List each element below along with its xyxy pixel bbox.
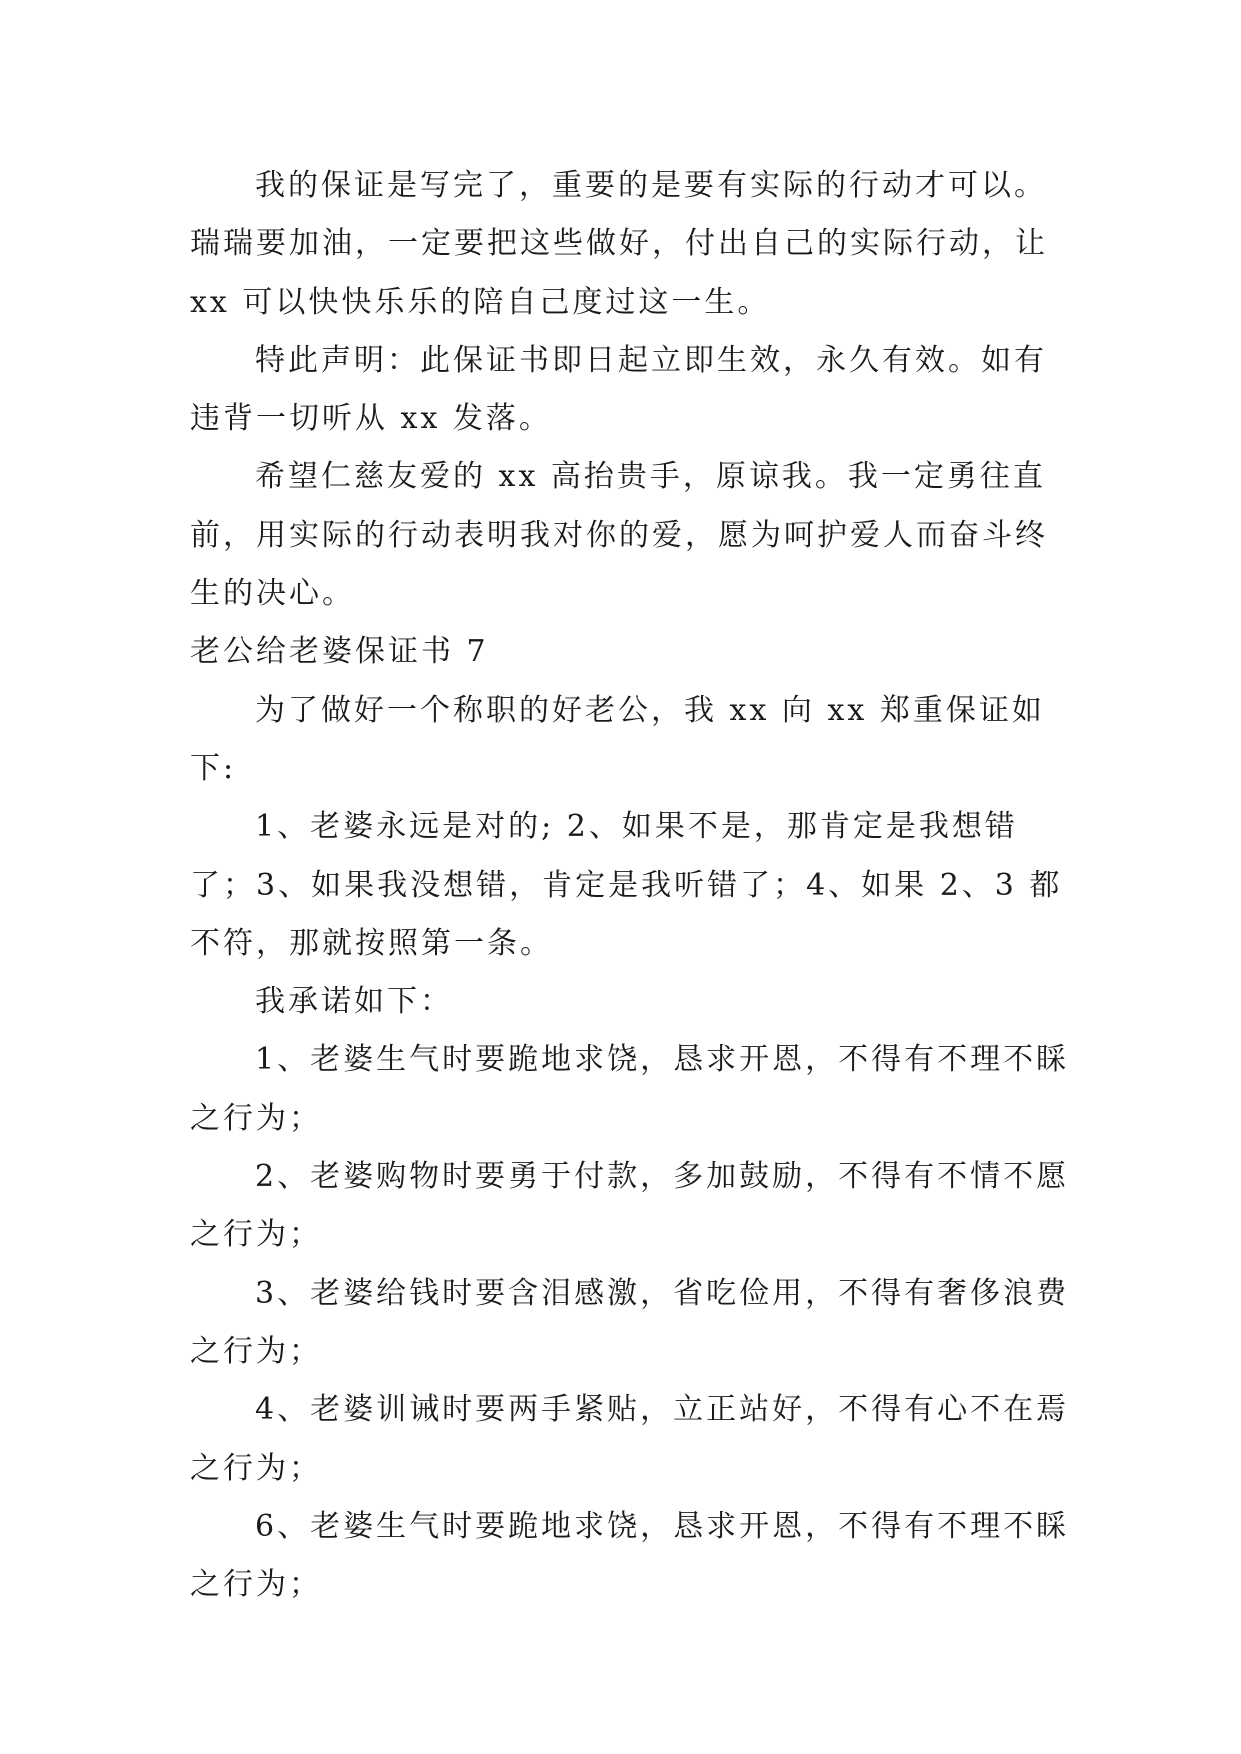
section-heading: 老公给老婆保证书 7 — [190, 634, 489, 670]
paragraph-hope-forgiveness: 希望仁慈友爱的 xx 高抬贵手，原谅我。我一定勇往直前，用实际的行动表明我对你的爱，愿为呵护爱人而奋斗终生的决心。 — [190, 459, 1048, 612]
paragraph-promises-header: 我承诺如下： — [255, 984, 453, 1020]
paragraph-wife-always-right: 1、老婆永远是对的; 2、如果不是，那肯定是我想错了；3、如果我没想错，肯定是我听错了；4、如果 2、3 都不符，那就按照第一条。 — [190, 809, 1063, 961]
list-item-promise-3: 3、老婆给钱时要含泪感激，省吃俭用，不得有奢侈浪费之行为； — [190, 1275, 1070, 1369]
list-item-promise-2: 2、老婆购物时要勇于付款，多加鼓励，不得有不情不愿之行为； — [190, 1159, 1070, 1253]
document-body — [190, 157, 1070, 1614]
paragraph-promise-written: 我的保证是写完了，重要的是要有实际的行动才可以。瑞瑞要加油，一定要把这些做好，付出自己的实际行动，让 xx 可以快快乐乐的陪自己度过这一生。 — [190, 168, 1048, 320]
paragraph-declaration: 特此声明：此保证书即日起立即生效，永久有效。如有违背一切听从 xx 发落。 — [190, 342, 1047, 437]
list-item-promise-6: 6、老婆生气时要跪地求饶，恳求开恩，不得有不理不睬之行为； — [190, 1508, 1070, 1603]
list-item-promise-1: 1、老婆生气时要跪地求饶，恳求开恩，不得有不理不睬之行为； — [190, 1042, 1070, 1136]
paragraph-intro-guarantee: 为了做好一个称职的好老公，我 xx 向 xx 郑重保证如下: — [190, 692, 1045, 786]
list-item-promise-4: 4、老婆训诫时要两手紧贴，立正站好，不得有心不在焉之行为； — [190, 1392, 1070, 1486]
